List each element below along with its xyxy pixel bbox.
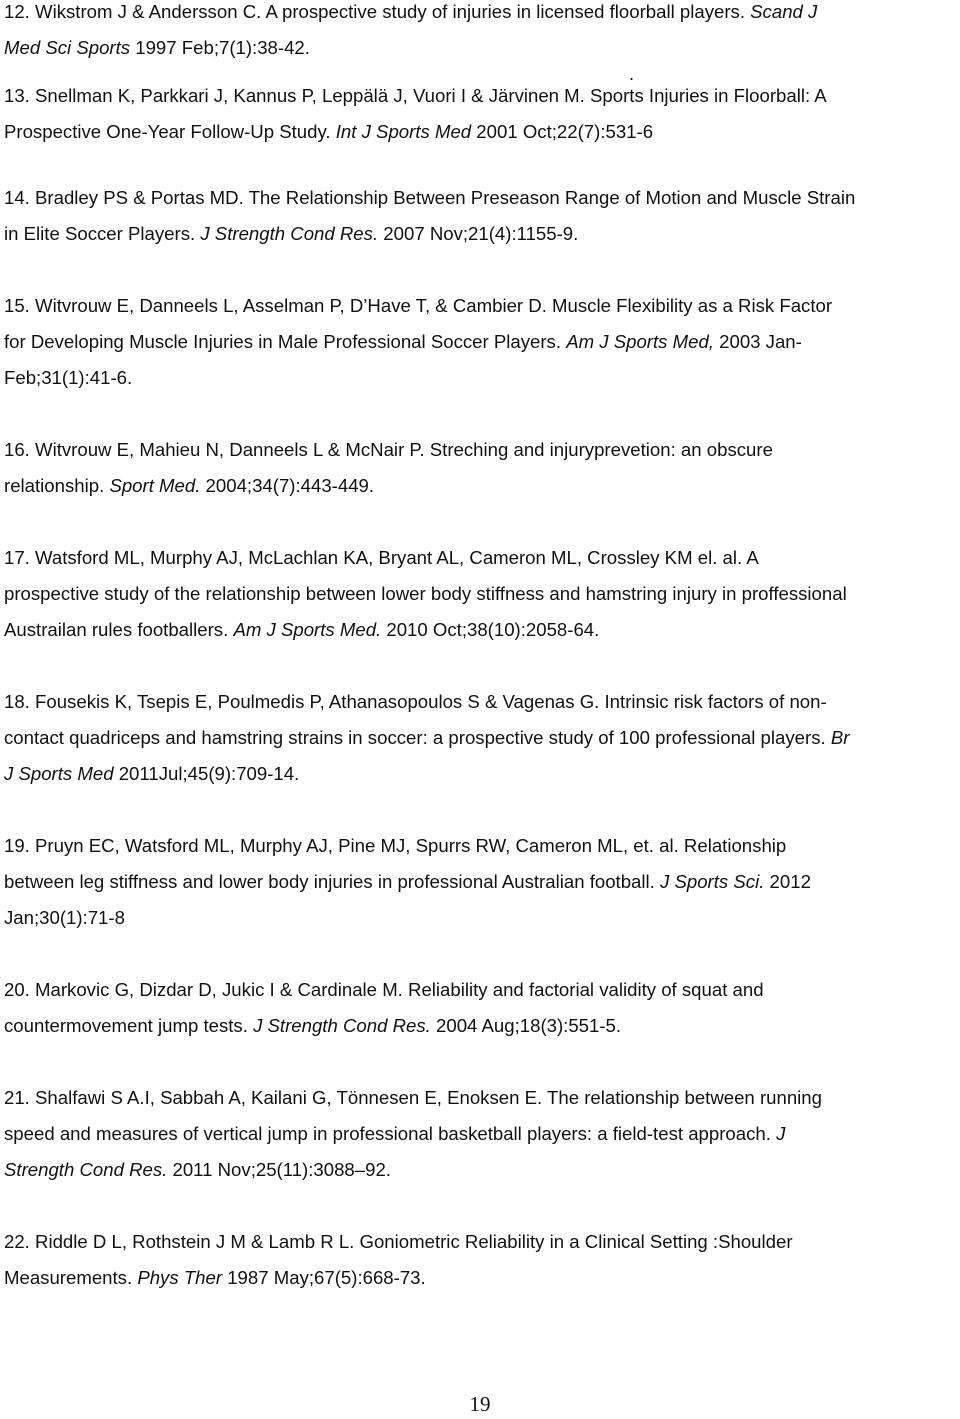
reference-text: speed and measures of vertical jump in professional basketball players: a field-test approach.: [4, 1123, 777, 1144]
reference-text: 1997 Feb;7(1):38-42.: [130, 37, 310, 58]
reference-15: [4, 288, 956, 396]
reference-text: 2012: [764, 871, 811, 892]
reference-line: [4, 30, 956, 66]
journal-title: Med Sci Sports: [4, 37, 131, 58]
reference-line: [4, 900, 956, 936]
reference-text: Jan;30(1):71-8: [4, 907, 125, 928]
reference-text: 2011Jul;45(9):709-14.: [113, 763, 300, 784]
reference-text: 19. Pruyn EC, Watsford ML, Murphy AJ, Pine MJ, Spurrs RW, Cameron ML, et. al. Relationship: [4, 835, 787, 856]
reference-text: 18. Fousekis K, Tsepis E, Poulmedis P, Athanasopoulos S & Vagenas G. Intrinsic risk factors of non-: [4, 691, 827, 712]
reference-text: Austrailan rules footballers.: [4, 619, 234, 640]
reference-text: 2010 Oct;38(10):2058-64.: [381, 619, 600, 640]
journal-title: Br: [830, 727, 850, 748]
journal-title: Strength Cond Res.: [4, 1159, 168, 1180]
reference-text: 16. Witvrouw E, Mahieu N, Danneels L & McNair P. Streching and injuryprevetion: an obscure: [4, 439, 773, 460]
journal-title: J Strength Cond Res.: [200, 223, 379, 244]
reference-text: 13. Snellman K, Parkkari J, Kannus P, Leppälä J, Vuori I & Järvinen M. Sports Injuries in Floorball: A: [4, 85, 827, 106]
reference-13: [4, 78, 956, 150]
reference-14: [4, 180, 956, 252]
reference-line: [4, 216, 956, 252]
reference-line: [4, 1008, 956, 1044]
reference-line: [4, 684, 956, 720]
reference-line: [4, 612, 956, 648]
reference-text: Measurements.: [4, 1267, 138, 1288]
reference-text: 2003 Jan-: [713, 331, 802, 352]
reference-text: 15. Witvrouw E, Danneels L, Asselman P, D’Have T, & Cambier D. Muscle Flexibility as a Risk Factor: [4, 295, 833, 316]
reference-18: [4, 684, 956, 792]
journal-title: Int J Sports Med: [335, 121, 472, 142]
reference-text: 21. Shalfawi S A.I, Sabbah A, Kailani G, Tönnesen E, Enoksen E. The relationship between running: [4, 1087, 822, 1108]
journal-title: J: [776, 1123, 786, 1144]
reference-text: in Elite Soccer Players.: [4, 223, 201, 244]
reference-text: between leg stiffness and lower body injuries in professional Australian football.: [4, 871, 660, 892]
reference-line: [4, 972, 956, 1008]
reference-text: 2004;34(7):443-449.: [200, 475, 375, 496]
reference-text: for Developing Muscle Injuries in Male Professional Soccer Players.: [4, 331, 567, 352]
reference-line: [4, 864, 956, 900]
reference-line: [4, 468, 956, 504]
journal-title: J Sports Sci.: [660, 871, 765, 892]
journal-title: Am J Sports Med,: [566, 331, 714, 352]
reference-line: [4, 540, 956, 576]
reference-text: contact quadriceps and hamstring strains in soccer: a prospective study of 100 professional players.: [4, 727, 831, 748]
reference-line: [4, 324, 956, 360]
reference-17: [4, 540, 956, 648]
reference-text: 22. Riddle D L, Rothstein J M & Lamb R L. Goniometric Reliability in a Clinical Setting :Shoulder: [4, 1231, 793, 1252]
reference-line: [4, 828, 956, 864]
reference-text: Prospective One-Year Follow-Up Study.: [4, 121, 336, 142]
reference-text: prospective study of the relationship between lower body stiffness and hamstring injury in proffessional: [4, 583, 847, 604]
reference-text: 2004 Aug;18(3):551-5.: [430, 1015, 622, 1036]
reference-text: 14. Bradley PS & Portas MD. The Relationship Between Preseason Range of Motion and Muscle Strain: [4, 187, 856, 208]
journal-title: Sport Med.: [109, 475, 201, 496]
reference-text: 20. Markovic G, Dizdar D, Jukic I & Cardinale M. Reliability and factorial validity of squat and: [4, 979, 764, 1000]
reference-text: Feb;31(1):41-6.: [4, 367, 133, 388]
reference-line: [4, 360, 956, 396]
reference-line: [4, 432, 956, 468]
reference-line: [4, 1152, 956, 1188]
reference-text: relationship.: [4, 475, 110, 496]
reference-line: [4, 78, 956, 114]
reference-16: [4, 432, 956, 504]
reference-line: [4, 720, 956, 756]
page-number: 19: [469, 1392, 491, 1416]
reference-22: [4, 1224, 956, 1296]
journal-title: J Strength Cond Res.: [253, 1015, 431, 1036]
reference-line: [4, 1116, 956, 1152]
reference-line: [4, 1260, 956, 1296]
reference-line: [4, 1224, 956, 1260]
reference-21: [4, 1080, 956, 1188]
reference-text: 1987 May;67(5):668-73.: [222, 1267, 426, 1288]
reference-12: [4, 0, 956, 66]
reference-line: [4, 1080, 956, 1116]
journal-title: Phys Ther: [137, 1267, 223, 1288]
stray-dot: .: [629, 64, 635, 84]
reference-line: [4, 114, 956, 150]
reference-line: [4, 576, 956, 612]
reference-19: [4, 828, 956, 936]
reference-line: [4, 288, 956, 324]
reference-text: 17. Watsford ML, Murphy AJ, McLachlan KA, Bryant AL, Cameron ML, Crossley KM el. al. A: [4, 547, 759, 568]
journal-title: Am J Sports Med.: [233, 619, 382, 640]
reference-text: 2001 Oct;22(7):531-6: [471, 121, 654, 142]
journal-title: Scand J: [750, 1, 818, 22]
reference-text: countermovement jump tests.: [4, 1015, 254, 1036]
reference-20: [4, 972, 956, 1044]
reference-line: [4, 0, 956, 30]
reference-text: 2011 Nov;25(11):3088–92.: [167, 1159, 391, 1180]
reference-line: [4, 180, 956, 216]
journal-title: J Sports Med: [4, 763, 114, 784]
reference-text: 2007 Nov;21(4):1155-9.: [378, 223, 579, 244]
reference-line: [4, 756, 956, 792]
reference-text: 12. Wikstrom J & Andersson C. A prospective study of injuries in licensed floorball players.: [4, 1, 751, 22]
